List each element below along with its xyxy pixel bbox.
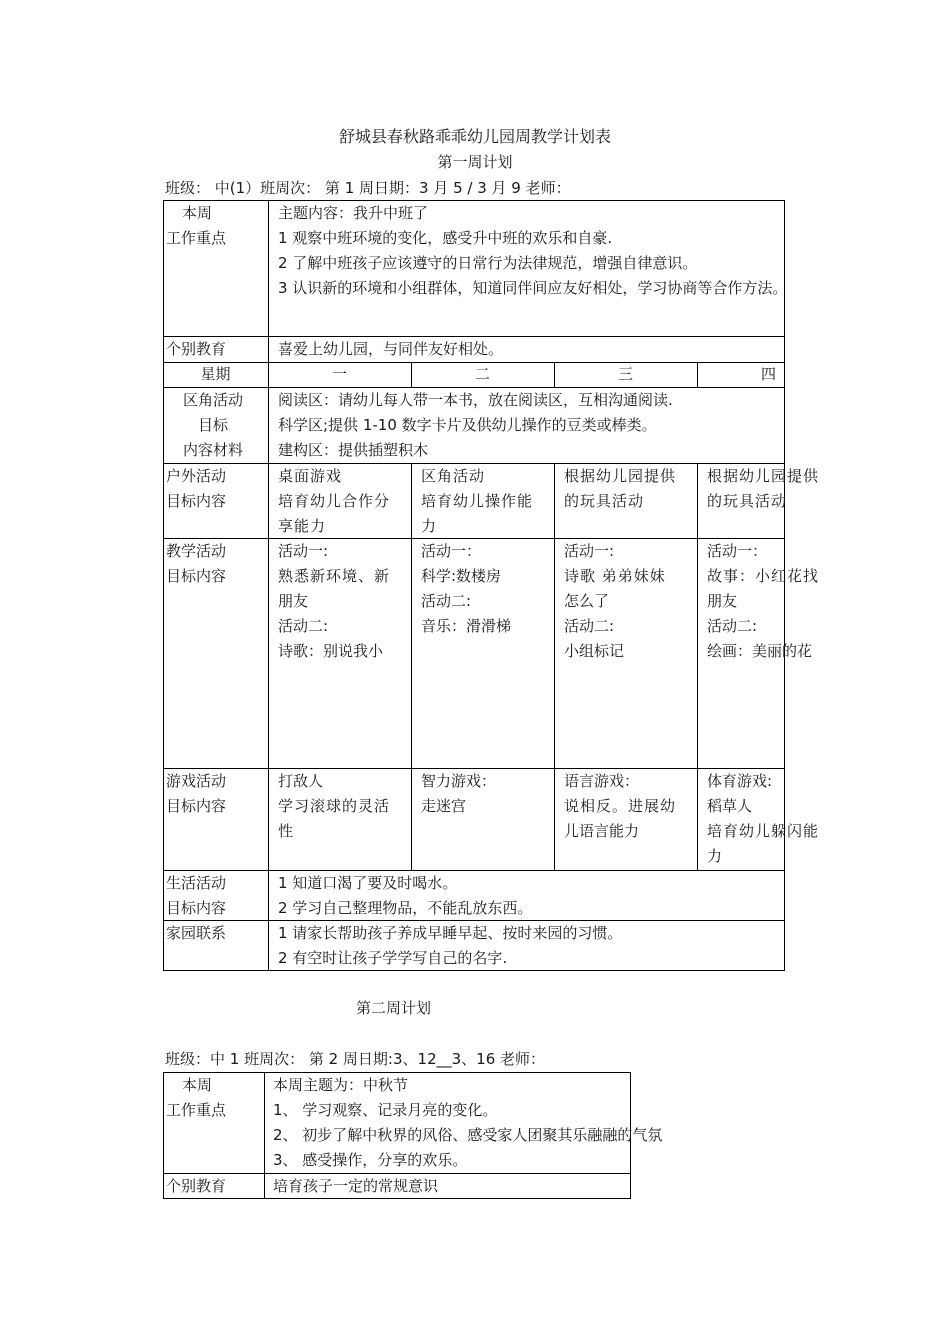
family-label: 家园联系 — [166, 924, 227, 942]
game-day2-line1: 智力游戏： — [421, 772, 497, 790]
teaching-day3-line3: 怎么了 — [564, 592, 610, 610]
area-building: 建构区：提供插塑积木 — [278, 441, 429, 459]
w2-focus-label-line2: 工作重点 — [166, 1101, 227, 1119]
area-science: 科学区;提供 1-10 数字卡片及供幼儿操作的豆类或棒类。 — [278, 416, 657, 434]
teaching-day1-line5: 诗歌：别说我小 — [278, 642, 384, 660]
w2-individual-text: 培育孩子一定的常规意识 — [273, 1177, 439, 1195]
w2-individual-label: 个别教育 — [166, 1177, 227, 1195]
focus-item-1: 1 观察中班环境的变化，感受升中班的欢乐和自豪. — [278, 229, 613, 247]
weekday-2: 二 — [474, 365, 490, 383]
w2-focus-label-line1: 本周 — [181, 1076, 212, 1094]
focus-item-2: 2 了解中班孩子应该遵守的日常行为法律规范，增强自律意识。 — [278, 254, 698, 272]
teaching-label-line2: 目标内容 — [166, 567, 227, 585]
game-label-line1: 游戏活动 — [166, 772, 227, 790]
life-label-line2: 目标内容 — [166, 899, 227, 917]
weekday-4: 四 — [760, 365, 776, 383]
game-day1-line2: 学习滚球的灵活 — [278, 797, 391, 815]
teaching-day3-line4: 活动二: — [564, 617, 615, 635]
focus-label-line2: 工作重点 — [166, 229, 227, 247]
family-item-2: 2 有空时让孩子学学写自己的名字. — [278, 949, 508, 967]
game-label-line2: 目标内容 — [166, 797, 227, 815]
teaching-day1-line4: 活动二: — [278, 617, 329, 635]
w2-focus-item-1: 1、 学习观察、记录月亮的变化。 — [273, 1101, 498, 1119]
game-day4-line1: 体育游戏: — [707, 772, 773, 790]
game-day1-line3: 性 — [278, 822, 294, 840]
teaching-day2-line3: 活动二: — [421, 592, 472, 610]
teaching-day1-line1: 活动一: — [278, 542, 329, 560]
outdoor-day3-line1: 根据幼儿园提供 — [564, 467, 677, 485]
life-item-1: 1 知道口渴了要及时喝水。 — [278, 874, 458, 892]
weekday-1: 一 — [331, 365, 347, 383]
outdoor-day1-line1: 桌面游戏 — [278, 467, 343, 485]
outdoor-day2-line1: 区角活动 — [421, 467, 486, 485]
game-day4-line2: 稻草人 — [707, 797, 753, 815]
w2-focus-theme: 本周主题为：中秋节 — [273, 1076, 409, 1094]
week2-info-line: 班级：中 1 班周次： 第 2 周日期:3、12__3、16 老师： — [165, 1050, 546, 1068]
teaching-day4-line2: 故事：小红花找 — [707, 567, 820, 585]
focus-label-line1: 本周 — [181, 204, 212, 222]
game-day1-line1: 打敌人 — [278, 772, 324, 790]
outdoor-day2-line2: 培育幼儿操作能 — [421, 492, 534, 510]
game-day4-line4: 力 — [707, 847, 723, 865]
focus-theme: 主题内容：我升中班了 — [278, 204, 429, 222]
outdoor-day3-line2: 的玩具活动 — [564, 492, 645, 510]
weekday-label: 星期 — [200, 365, 231, 383]
area-reading: 阅读区：请幼儿每人带一本书，放在阅读区，互相沟通阅读. — [278, 391, 673, 409]
outdoor-label-line2: 目标内容 — [166, 492, 227, 510]
outdoor-day4-line2: 的玩具活动 — [707, 492, 788, 510]
document-title: 舒城县春秋路乖乖幼儿园周教学计划表 — [338, 127, 611, 146]
w2-focus-item-2: 2、 初步了解中秋界的风俗、感受家人团聚其乐融融的气氛 — [273, 1126, 663, 1144]
week1-info-line: 班级： 中(1）班周次： 第 1 周日期：3 月 5 / 3 月 9 老师： — [165, 179, 571, 197]
teaching-day1-line2: 熟悉新环境、新 — [278, 567, 391, 585]
teaching-day2-line4: 音乐：滑滑梯 — [421, 617, 512, 635]
family-item-1: 1 请家长帮助孩子养成早睡早起、按时来园的习惯。 — [278, 924, 623, 942]
game-day3-line1: 语言游戏： — [564, 772, 640, 790]
area-label-line2: 目标 — [197, 416, 228, 434]
life-item-2: 2 学习自己整理物品，不能乱放东西。 — [278, 899, 533, 917]
outdoor-day2-line3: 力 — [421, 517, 438, 535]
teaching-day4-line3: 朋友 — [707, 592, 738, 610]
weekday-3: 三 — [617, 365, 633, 383]
teaching-day1-line3: 朋友 — [278, 592, 309, 610]
outdoor-day1-line2: 培育幼儿合作分 — [278, 492, 391, 510]
teaching-day3-line2: 诗歌 弟弟妹妹 — [564, 567, 666, 585]
life-label-line1: 生活活动 — [166, 874, 227, 892]
game-day4-line3: 培育幼儿躲闪能 — [707, 822, 820, 840]
teaching-day2-line2: 科学:数楼房 — [421, 567, 502, 585]
focus-item-3: 3 认识新的环境和小组群体，知道同伴间应友好相处，学习协商等合作方法。 — [278, 279, 788, 297]
teaching-day4-line1: 活动一： — [707, 542, 768, 560]
game-day2-line2: 走迷宫 — [421, 797, 467, 815]
week2-heading: 第二周计划 — [356, 999, 432, 1017]
outdoor-day4-line1: 根据幼儿园提供 — [707, 467, 820, 485]
teaching-day4-line4: 活动二: — [707, 617, 758, 635]
teaching-label-line1: 教学活动 — [166, 542, 227, 560]
individual-label: 个别教育 — [166, 340, 227, 358]
area-label-line1: 区角活动 — [182, 391, 243, 409]
teaching-day3-line5: 小组标记 — [564, 642, 625, 660]
outdoor-label-line1: 户外活动 — [166, 467, 227, 485]
game-day3-line2: 说相反。进展幼 — [564, 797, 677, 815]
week1-heading: 第一周计划 — [437, 153, 513, 171]
teaching-day2-line1: 活动一： — [421, 542, 482, 560]
teaching-day4-line5: 绘画：美丽的花 — [707, 642, 813, 660]
outdoor-day1-line3: 享能力 — [278, 517, 327, 535]
teaching-day3-line1: 活动一: — [564, 542, 615, 560]
area-label-line3: 内容材料 — [182, 441, 243, 459]
w2-focus-item-3: 3、 感受操作，分享的欢乐。 — [273, 1151, 468, 1169]
individual-text: 喜爱上幼儿园，与同伴友好相处。 — [278, 340, 504, 358]
game-day3-line3: 儿语言能力 — [564, 822, 640, 840]
